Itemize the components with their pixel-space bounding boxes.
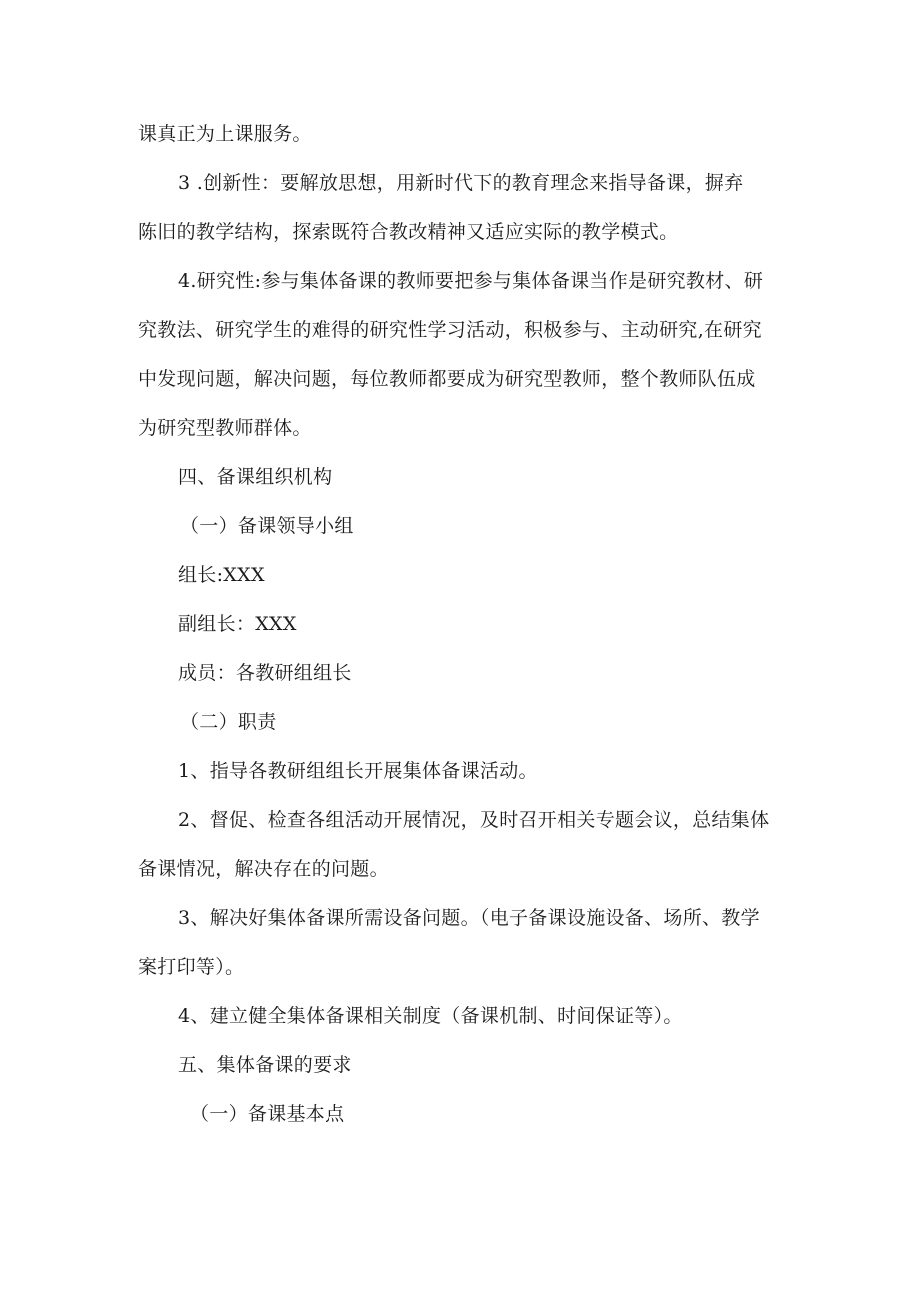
text-line: 课真正为上课服务。 bbox=[138, 123, 312, 145]
text-line: 为研究型教师群体。 bbox=[138, 417, 312, 439]
text-line: 究教法、研究学生的难得的研究性学习活动，积极参与、主动研究,在研究 bbox=[138, 319, 762, 341]
subsection-heading: （一）备课领导小组 bbox=[180, 515, 354, 537]
text-line: 2、督促、检查各组活动开展情况，及时召开相关专题会议，总结集体 bbox=[178, 809, 770, 831]
text-line: 成员：各教研组组长 bbox=[178, 662, 352, 684]
text-line: 案打印等）。 bbox=[138, 956, 245, 978]
subsection-heading: （二）职责 bbox=[180, 711, 277, 733]
text-line: 组长:XXX bbox=[178, 564, 265, 586]
text-line: 4、建立健全集体备课相关制度（备课机制、时间保证等）。 bbox=[178, 1005, 683, 1027]
section-heading: 五、集体备课的要求 bbox=[178, 1054, 352, 1076]
text-line: 备课情况，解决存在的问题。 bbox=[138, 858, 389, 880]
section-heading: 四、备课组织机构 bbox=[178, 466, 333, 488]
text-line: 1、指导各教研组组长开展集体备课活动。 bbox=[178, 760, 538, 782]
text-line: 3 .创新性：要解放思想，用新时代下的教育理念来指导备课，摒弃 bbox=[178, 172, 744, 194]
text-line: 陈旧的教学结构，探索既符合教改精神又适应实际的教学模式。 bbox=[138, 221, 679, 243]
text-line: 3、解决好集体备课所需设备问题。（电子备课设施设备、场所、教学 bbox=[178, 907, 760, 929]
subsection-heading: （一）备课基本点 bbox=[190, 1103, 345, 1125]
text-line: 中发现问题，解决问题，每位教师都要成为研究型教师，整个教师队伍成 bbox=[138, 368, 756, 390]
text-line: 4.研究性:参与集体备课的教师要把参与集体备课当作是研究教材、研 bbox=[178, 270, 764, 292]
text-line: 副组长：XXX bbox=[178, 613, 297, 635]
